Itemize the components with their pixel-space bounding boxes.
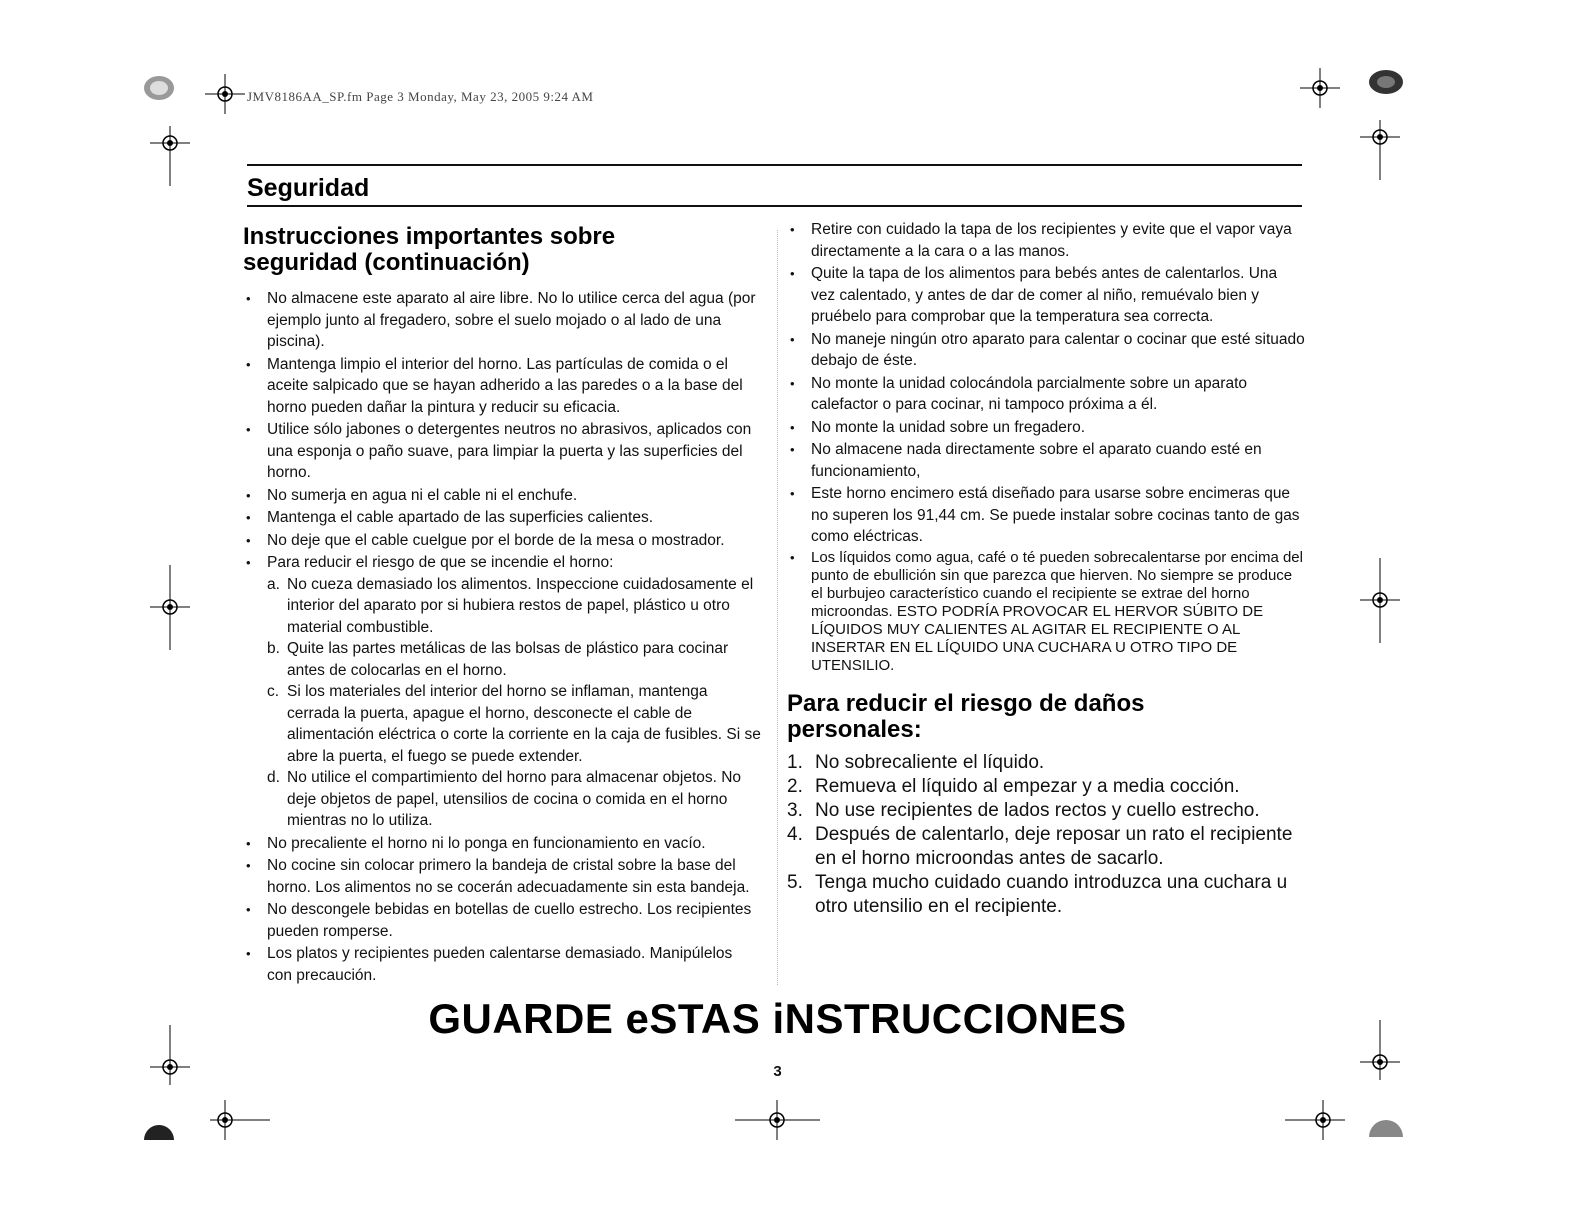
list-item: • No sumerja en agua ni el cable ni el enchufe. [243, 485, 761, 507]
list-item: • No descongele bebidas en botellas de cuello estrecho. Los recipientes pueden romperse. [243, 899, 761, 942]
sub-text: No cueza demasiado los alimentos. Inspeccione cuidadosamente el interior del aparato por si hubiera restos de papel, plástico u otro material combustible. [287, 575, 754, 636]
sub-item [267, 767, 761, 832]
color-swatch-icon [143, 1113, 175, 1141]
sub-item [267, 681, 761, 767]
step-item [787, 799, 1305, 823]
list-item: • No maneje ningún otro aparato para calentar o cocinar que esté situado debajo de éste. [787, 329, 1305, 372]
registration-mark-icon [1360, 120, 1400, 180]
page-number: 3 [773, 1063, 782, 1080]
top-rule [247, 164, 1302, 166]
list-item: • No monte la unidad colocándola parcialmente sobre un aparato calefactor o para cocinar, ni tampoco próxima a él. [787, 373, 1305, 416]
left-column [243, 224, 761, 987]
list-item: • Mantenga el cable apartado de las superficies calientes. [243, 507, 761, 529]
step-text: No sobrecaliente el líquido. [815, 751, 1045, 773]
list-item: • Utilice sólo jabones o detergentes neutros no abrasivos, aplicados con una esponja o paño suave, para limpiar la puerta y las superficies del horno. [243, 419, 761, 484]
list-item: • No almacene este aparato al aire libre. No lo utilice cerca del agua (por ejemplo junto al fregadero, sobre el suelo mojado o al lado de una piscina). [243, 288, 761, 353]
left-heading-line1: Instrucciones importantes sobre [243, 223, 616, 250]
registration-mark-icon [735, 1100, 820, 1140]
step-number: 4. [787, 823, 803, 845]
registration-mark-icon [210, 1100, 270, 1140]
step-item [787, 823, 1305, 871]
right-heading-line1: Para reducir el riesgo de daños [787, 689, 1145, 717]
right-column [787, 219, 1305, 919]
registration-mark-icon [205, 74, 245, 114]
title-rule [247, 205, 1302, 207]
registration-mark-icon [1360, 1020, 1400, 1080]
left-heading [243, 224, 761, 276]
fire-intro: Para reducir el riesgo de que se incendie el horno: [267, 554, 614, 571]
safety-list [243, 288, 761, 986]
right-heading-line2: personales: [787, 715, 922, 743]
registration-mark-icon [1285, 1100, 1345, 1140]
sub-item [267, 638, 761, 681]
left-heading-line2: seguridad (continuación) [243, 249, 530, 276]
registration-mark-icon [1300, 68, 1340, 108]
color-swatch-icon [143, 74, 175, 102]
step-number: 5. [787, 871, 803, 893]
step-number: 3. [787, 799, 803, 821]
fire-sub-list [267, 574, 761, 832]
sub-letter: d. [267, 769, 280, 786]
list-item: • Este horno encimero está diseñado para usarse sobre encimeras que no superen los 91,44 cm. Se puede instalar sobre cocinas tanto de gas como eléctricas. [787, 483, 1305, 548]
liquids-warning: • Los líquidos como agua, café o té pueden sobrecalentarse por encima del punto de ebullición sin que parezca que hierven. No siempre se produce el burbujeo característico cuando el recipiente se extrae del horno microondas. ESTO PODRÍA PROVOCAR EL HERVOR SÚBITO DE LÍQUIDOS MUY CALIENTES AL AGITAR EL RECIPIENTE O AL INSERTAR EN EL LÍQUIDO UNA CUCHARA U OTRO TIPO DE UTENSILIO. [787, 549, 1305, 675]
list-item: • No cocine sin colocar primero la bandeja de cristal sobre la base del horno. Los alimentos no se cocerán adecuadamente sin esta bandeja. [243, 855, 761, 898]
step-item [787, 871, 1305, 919]
safety-list-right [787, 219, 1305, 675]
step-item [787, 775, 1305, 799]
step-item [787, 751, 1305, 775]
section-title: Seguridad [247, 174, 370, 202]
list-item: • Mantenga limpio el interior del horno. Las partículas de comida o el aceite salpicado que se hayan adherido a las paredes o a la base del horno pueden dañar la pintura y reducir su eficacia. [243, 354, 761, 419]
step-text: Después de calentarlo, deje reposar un rato el recipiente en el horno microondas antes de sacarlo. [815, 823, 1293, 869]
column-divider [777, 230, 778, 985]
step-number: 2. [787, 775, 803, 797]
list-item: • Retire con cuidado la tapa de los recipientes y evite que el vapor vaya directamente a la cara o a las manos. [787, 219, 1305, 262]
list-item: • No almacene nada directamente sobre el aparato cuando esté en funcionamiento, [787, 439, 1305, 482]
registration-mark-icon [150, 565, 190, 650]
list-item: • Los platos y recipientes pueden calentarse demasiado. Manipúlelos con precaución. [243, 943, 761, 986]
step-number: 1. [787, 751, 803, 773]
sub-text: Si los materiales del interior del horno se inflaman, mantenga cerrada la puerta, apague el horno, desconecte el cable de alimentación eléctrica o corte la corriente en la caja de fusibles. Si se abre la puerta, el fuego se puede extender. [287, 683, 761, 765]
step-text: Tenga mucho cuidado cuando introduzca una cuchara u otro utensilio en el recipiente. [815, 871, 1288, 917]
right-heading [787, 691, 1305, 743]
sub-letter: b. [267, 640, 280, 657]
color-swatch-icon [1368, 68, 1404, 96]
sub-letter: a. [267, 575, 280, 593]
list-item: • No deje que el cable cuelgue por el borde de la mesa o mostrador. [243, 530, 761, 552]
list-item: • Quite la tapa de los alimentos para bebés antes de calentarlos. Una vez calentado, y antes de dar de comer al niño, remuévalo bien y pruébelo para comprobar que la temperatura sea correcta. [787, 263, 1305, 328]
registration-mark-icon [150, 1025, 190, 1085]
step-text: No use recipientes de lados rectos y cuello estrecho. [815, 799, 1260, 821]
sub-text: Quite las partes metálicas de las bolsas de plástico para cocinar antes de colocarlas en el horno. [287, 640, 729, 679]
footer-title: GUARDE eSTAS iNSTRUCCIONES [428, 995, 1127, 1042]
sub-text: No utilice el compartimiento del horno para almacenar objetos. No deje objetos de papel, utensilios de cocina o comida en el horno mientras no lo utiliza. [287, 769, 742, 829]
steps-list [787, 751, 1305, 919]
sub-letter: c. [267, 683, 280, 700]
list-item: • No monte la unidad sobre un fregadero. [787, 417, 1305, 439]
list-item-fire [243, 552, 761, 832]
print-header: JMV8186AA_SP.fm Page 3 Monday, May 23, 2005 9:24 AM [247, 89, 594, 104]
registration-mark-icon [1360, 558, 1400, 643]
color-swatch-icon [1368, 1110, 1404, 1138]
list-item: • No precaliente el horno ni lo ponga en funcionamiento en vacío. [243, 833, 761, 855]
step-text: Remueva el líquido al empezar y a media cocción. [815, 775, 1240, 797]
sub-item [267, 574, 761, 639]
registration-mark-icon [150, 126, 190, 186]
